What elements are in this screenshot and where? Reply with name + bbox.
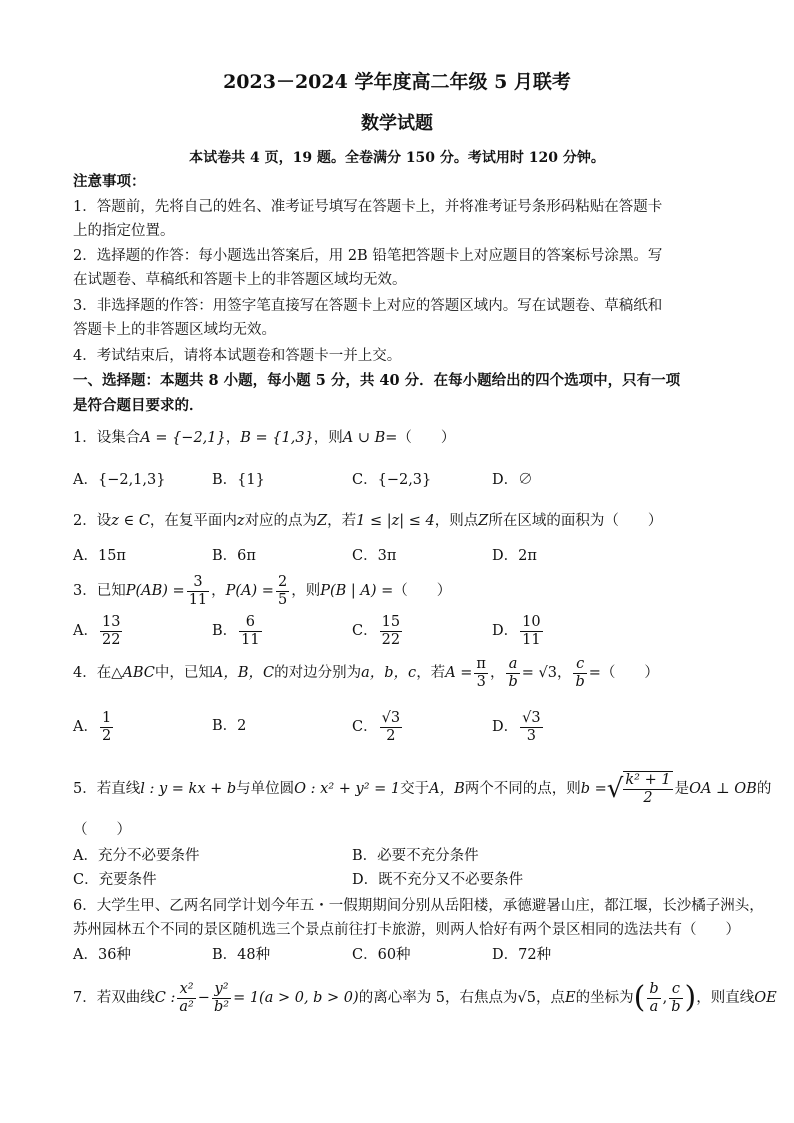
question-2 <box>73 511 662 531</box>
q5-sqrt: √ $\frac{\text{k² + 1}}{2}$ <box>606 772 671 806</box>
q1-expr: A ∪ B <box>342 430 386 446</box>
q2-option-b[interactable]: B．6π <box>212 548 256 564</box>
q2-text2: ，在复平面内 <box>149 513 237 529</box>
q4-triangle: △ABC <box>111 665 155 681</box>
q2-text5: ，则点 <box>434 513 479 529</box>
q4-option-c[interactable]: C． $\frac{√3}{2}$ <box>352 709 401 744</box>
question-4: 4．在△ABC中，已知A，B，C的对边分别为a，b，c，若A = $\frac{\pi}{3}$ ， $\frac{a}{b}$ = √3， $\frac{c}{b}$ =（ ） <box>73 655 659 690</box>
q3-post: ，则 <box>291 583 321 599</box>
q1-pre: 1．设集合 <box>73 430 141 446</box>
q6-option-d[interactable]: D．72种 <box>492 947 552 963</box>
note-1b: 上的指定位置。 <box>73 223 175 239</box>
q7-coordinates: ( $\frac{b}{a}$ , $\frac{c}{b}$ ) <box>633 980 697 1015</box>
q2-text1: 2．设 <box>73 513 112 529</box>
section1-line2: 是符合题目要求的． <box>73 397 204 414</box>
q3-pab: P(AB) = <box>125 583 185 599</box>
q3-option-a[interactable]: A． $\frac{13}{22}$ <box>73 613 121 648</box>
q7-frac-y: $\frac{\text{y²}}{\text{b²}}$ <box>213 980 230 1015</box>
q4-ratio2: $\frac{c}{b}$ <box>575 655 585 690</box>
note-2a: 2．选择题的作答：每小题选出答案后，用 2B 铅笔把答题卡上对应题目的答案标号涂黑。写 <box>73 248 663 264</box>
q1-mid: ， <box>225 430 241 446</box>
q3-option-d[interactable]: D． $\frac{10}{11}$ <box>492 613 541 648</box>
q5-paren: （ ） <box>73 822 131 838</box>
q2-math1: z ∈ C <box>111 513 150 529</box>
q2-math2: z <box>236 513 245 529</box>
notes-heading: 注意事项： <box>73 173 146 190</box>
q5-option-b[interactable]: B．必要不充分条件 <box>352 848 479 864</box>
q1-option-d[interactable]: D．∅ <box>492 472 533 488</box>
q6-line2: 苏州园林五个不同的景区随机选三个景点前往打卡旅游，则两人恰好有两个景区相同的选法共有（ ） <box>73 922 740 938</box>
note-2b: 在试题卷、草稿纸和答题卡上的非答题区域均无效。 <box>73 272 407 288</box>
q4-option-b[interactable]: B．2 <box>212 718 247 734</box>
q1-option-b[interactable]: B．{1} <box>212 472 265 488</box>
q1-option-a[interactable]: A．{−2,1,3} <box>73 472 166 488</box>
note-3a: 3．非选择题的作答：用签字笔直接写在答题卡上对应的答题区域内。写在试题卷、草稿纸和 <box>73 298 663 314</box>
q2-math3: Z <box>317 513 328 529</box>
q6-option-a[interactable]: A．36种 <box>73 947 131 963</box>
q2-math5: Z <box>478 513 489 529</box>
q4-option-a[interactable]: A． $\frac{1}{2}$ <box>73 709 112 744</box>
exam-subtitle: 数学试题 <box>361 113 433 134</box>
q1-set-b: B = {1,3} <box>240 430 314 446</box>
q5-option-d[interactable]: D．既不充分又不必要条件 <box>352 872 524 888</box>
q2-option-c[interactable]: C．3π <box>352 548 397 564</box>
q2-math4: 1 ≤ |z| ≤ 4 <box>356 513 435 529</box>
note-3b: 答题卡上的非答题区域均无效。 <box>73 322 276 338</box>
note-1a: 1．答题前，先将自己的姓名、准考证号填写在答题卡上，并将准考证号条形码粘贴在答题卡 <box>73 199 663 215</box>
q3-option-b[interactable]: B． $\frac{6}{11}$ <box>212 613 260 648</box>
q4-option-d[interactable]: D． $\frac{√3}{3}$ <box>492 709 541 744</box>
q1-option-c[interactable]: C．{−2,3} <box>352 472 432 488</box>
q2-text6: 所在区域的面积为（ ） <box>488 513 663 529</box>
q6-option-c[interactable]: C．60种 <box>352 947 411 963</box>
q1-post: ，则 <box>313 430 343 446</box>
q6-option-b[interactable]: B．48种 <box>212 947 271 963</box>
q6-line1: 6．大学生甲、乙两名同学计划今年五・一假期期间分别从岳阳楼，承德避暑山庄，都江堰，长沙橘子洲头， <box>73 898 764 914</box>
q5-option-c[interactable]: C．充要条件 <box>73 872 157 888</box>
q1-set-a: A = {−2,1} <box>140 430 226 446</box>
q5-line-eq: l : y = kx + b <box>140 781 237 797</box>
q5-option-a[interactable]: A．充分不必要条件 <box>73 848 200 864</box>
question-7: 7．若双曲线C : $\frac{\text{x²}}{\text{a²}}$ − $\frac{\text{y²}}{\text{b²}}$ = 1(a > 0, b > 0)的离心率为 5，右焦点为√5，点E的坐标为( $\frac{b}{a}$ , $\frac{c}{b}$ )，则直线OE <box>73 978 777 1018</box>
q3-pa: P(A) = <box>225 583 274 599</box>
question-3 <box>73 572 451 610</box>
section1-line1: 一、选择题：本题共 8 小题，每小题 5 分，共 40 分．在每小题给出的四个选项中，只有一项 <box>73 372 681 389</box>
exam-info: 本试卷共 4 页，19 题。全卷满分 150 分。考试用时 120 分钟。 <box>189 150 605 166</box>
q2-text3: 对应的点为 <box>244 513 318 529</box>
question-1 <box>73 428 455 448</box>
q1-tail: =（ ） <box>385 430 456 446</box>
q7-frac-x: $\frac{\text{x²}}{\text{a²}}$ <box>179 980 194 1015</box>
q3-pba: P(B | A) = <box>320 583 394 599</box>
q3-pa-fraction: $\frac{2}{5}$ <box>277 573 288 608</box>
q3-sep: ， <box>211 583 226 599</box>
q4-angle-fraction: $\frac{\pi}{3}$ <box>476 655 486 690</box>
q2-text4: ，若 <box>327 513 357 529</box>
q5-circle-eq: O : x² + y² = 1 <box>294 781 401 797</box>
exam-title: 2023－2024 学年度高二年级 5 月联考 <box>223 71 571 93</box>
note-4: 4．考试结束后，请将本试题卷和答题卡一并上交。 <box>73 348 402 364</box>
q2-option-a[interactable]: A．15π <box>73 548 126 564</box>
q4-ratio1: $\frac{a}{b}$ <box>508 655 518 690</box>
q3-option-c[interactable]: C． $\frac{15}{22}$ <box>352 613 401 648</box>
q2-option-d[interactable]: D．2π <box>492 548 537 564</box>
q3-pre: 3．已知 <box>73 583 126 599</box>
question-5: 5．若直线l : y = kx + b与单位圆O : x² + y² = 1交于A，B两个不同的点，则b =√ $\frac{\text{k² + 1}}{2}$ 是OA ⊥ OB的 <box>73 772 772 806</box>
q3-tail: （ ） <box>393 583 452 599</box>
q3-pab-fraction: $\frac{3}{11}$ <box>188 573 208 608</box>
